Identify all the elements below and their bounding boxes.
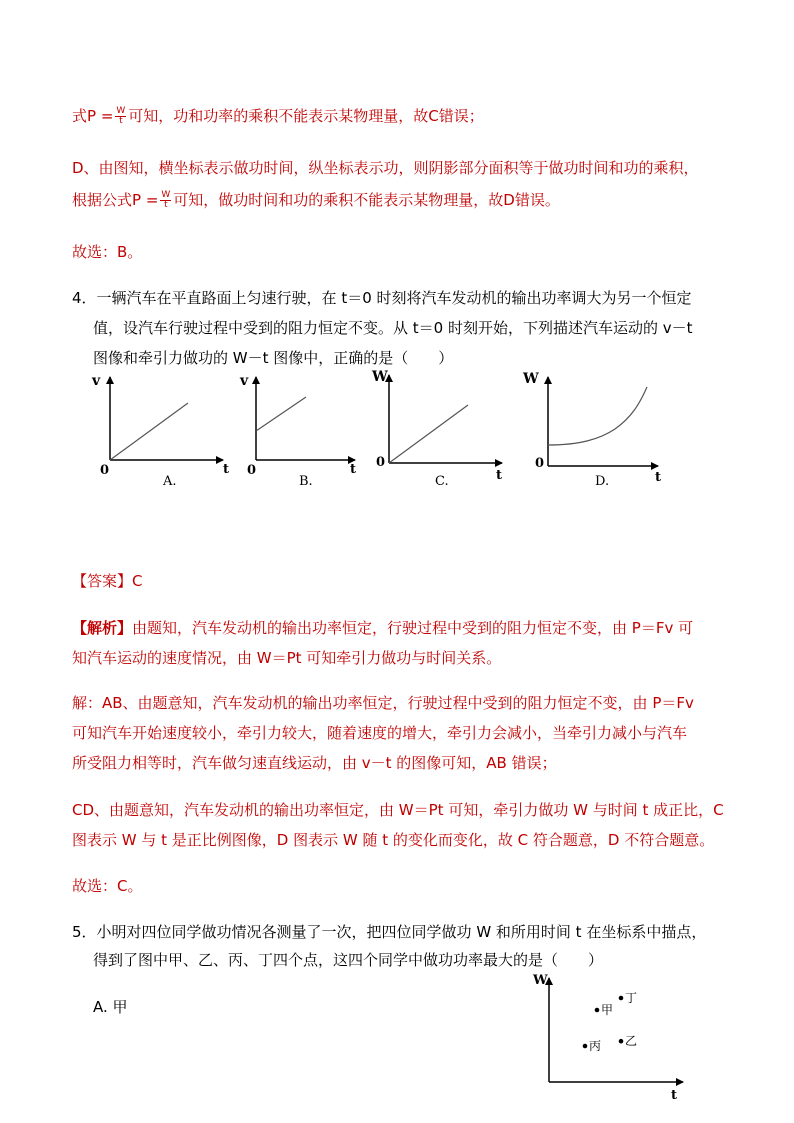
q4-cd-2: 图表示 W 与 t 是正比例图像，D 图表示 W 随 t 的变化而变化，故 C 符合题意，D 不符合题意。 (72, 831, 715, 849)
q5-ylabel: W (533, 973, 548, 988)
q4-solution-2: 可知汽车开始速度较小，牵引力较大，随着速度的增大，牵引力会减小，当牵引力减小与汽车 (72, 724, 688, 742)
analysis-label: 【解析】 (72, 619, 133, 637)
graph-a-xlabel: t (223, 462, 230, 477)
prev-line-2: D、由图知，横坐标表示做功时间，纵坐标表示功，则阴影部分面积等于做功时间和功的乘积， (72, 159, 699, 177)
graph-c-caption: C. (435, 474, 449, 489)
graph-b-curve (256, 397, 306, 431)
answer-label: 【答案】 (72, 572, 133, 590)
q5-point-1 (619, 996, 624, 1001)
answer-value: C (132, 572, 143, 590)
graph-a-caption: A. (163, 474, 177, 489)
prev-choose: 故选：B。 (72, 243, 143, 261)
q4-analysis-2: 知汽车运动的速度情况，由 W＝Pt 可知牵引力做功与时间关系。 (72, 649, 502, 667)
q4-graphs (80, 365, 680, 495)
graph-a-origin: 0 (100, 463, 110, 478)
graph-b (239, 373, 356, 489)
graph-d-origin: 0 (535, 456, 545, 471)
graph-d-ylabel: W (523, 371, 539, 387)
q4-analysis-1: 【解析】由题知，汽车发动机的输出功率恒定，行驶过程中受到的阻力恒定不变，由 P＝Fv 可 (72, 619, 694, 637)
q4-line-3: 图像和牵引力做功的 W－t 图像中，正确的是（ ） (93, 349, 454, 367)
graph-c-xlabel: t (496, 468, 503, 483)
graph-b-origin: 0 (247, 463, 257, 478)
q5-option-a: A. 甲 (93, 998, 128, 1016)
q4-line-1: 4．一辆汽车在平直路面上匀速行驶，在 t＝0 时刻将汽车发动机的输出功率调大为另一个恒定 (72, 289, 692, 307)
graph-d-caption: D. (595, 474, 610, 489)
q5-point-0 (595, 1008, 600, 1013)
prev-line-3: 根据公式P = $\frac{W}{t}$ 可知，做功时间和功的乘积不能表示某物理量，故D错误。 (72, 190, 560, 210)
graph-a (91, 373, 229, 489)
q5-point-label-3: 乙 (625, 1034, 638, 1049)
graph-b-ylabel: v (240, 373, 249, 389)
q4-answer (72, 571, 143, 591)
q5-line-1: 5．小明对四位同学做功情况各测量了一次，把四位同学做功 W 和所用时间 t 在坐标系中描点， (72, 923, 707, 941)
graph-c-curve (389, 405, 468, 463)
q5-graph (525, 968, 695, 1103)
graph-d-curve (548, 387, 647, 445)
q4-line-2: 值，设汽车行驶过程中受到的阻力恒定不变。从 t＝0 时刻开始，下列描述汽车运动的 v－t (93, 319, 693, 337)
q5-xlabel: t (671, 1088, 678, 1103)
graph-d (522, 371, 661, 489)
q5-line-2: 得到了图中甲、乙、丙、丁四个点，这四个同学中做功功率最大的是（ ） (93, 951, 604, 969)
graph-c-ylabel: W (372, 369, 388, 385)
fraction-w-over-t: $\frac{W}{t}$ (161, 190, 171, 210)
fraction-w-over-t: $\frac{W}{t}$ (116, 106, 126, 126)
q5-point-label-2: 丙 (589, 1039, 602, 1053)
q5-point-2 (583, 1044, 588, 1049)
graph-b-caption: B. (299, 474, 313, 489)
q4-solution-3: 所受阻力相等时，汽车做匀速直线运动，由 v－t 的图像可知，AB 错误； (72, 754, 557, 772)
graph-c (371, 369, 502, 489)
q5-point-label-0: 甲 (601, 1003, 614, 1017)
q4-choose: 故选：C。 (72, 877, 143, 895)
q4-solution-1: 解：AB、由题意知，汽车发动机的输出功率恒定，行驶过程中受到的阻力恒定不变，由 P＝Fv (72, 694, 694, 712)
graph-c-origin: 0 (376, 455, 386, 470)
q5-point-label-1: 丁 (625, 991, 638, 1005)
q4-cd-1: CD、由题意知，汽车发动机的输出功率恒定，由 W＝Pt 可知，牵引力做功 W 与时间 t 成正比，C (72, 801, 724, 819)
graph-a-curve (110, 403, 188, 460)
q5-points (583, 991, 637, 1053)
graph-a-ylabel: v (92, 373, 101, 389)
q5-point-3 (619, 1039, 624, 1044)
graph-d-xlabel: t (655, 470, 662, 485)
graph-b-xlabel: t (350, 462, 357, 477)
prev-line-1: 式P = $\frac{W}{t}$ 可知，功和功率的乘积不能表示某物理量，故C错误； (72, 106, 484, 126)
